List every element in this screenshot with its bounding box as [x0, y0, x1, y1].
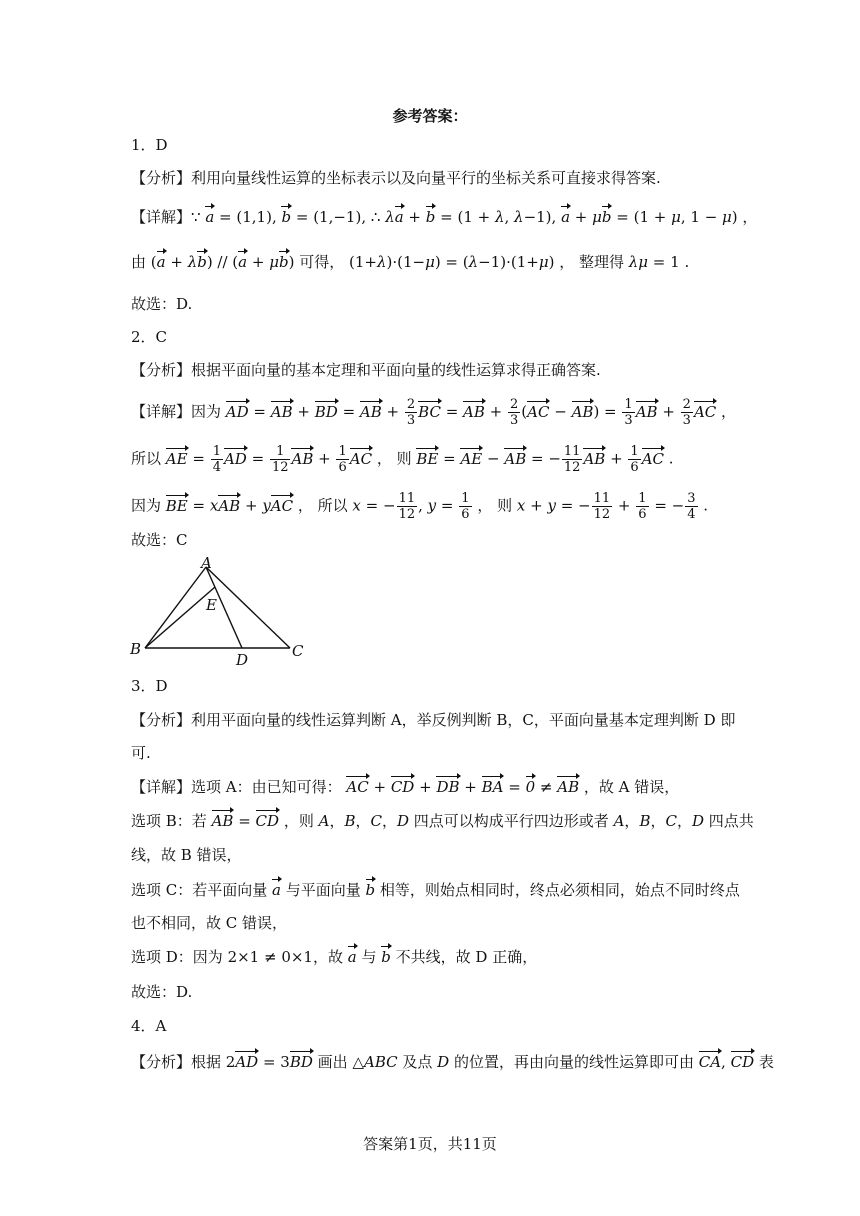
q3-detail-label: 【详解】 — [131, 778, 192, 796]
q1-analysis-text: 利用向量线性运算的坐标表示以及向量平行的坐标关系可直接求得答案. — [191, 169, 661, 187]
side-ab — [145, 567, 206, 648]
q1-conclusion: 故选：D. — [131, 295, 193, 313]
q3-detail-line3a: 选项 C：若平面向量 a 与平面向量 b 相等，则始点相同时，终点必须相同，始点不同时终点 — [131, 881, 740, 899]
q3-analysis-label: 【分析】 — [131, 711, 192, 729]
triangle-figure — [125, 553, 315, 668]
q2-analysis-label: 【分析】 — [131, 361, 192, 379]
q1-number: 1．D — [131, 136, 168, 154]
q3-analysis-line2: 可. — [131, 744, 151, 762]
q3-detail-line1: 【详解】选项 A：由已知可得： AC + CD + DB + BA = 0 ≠ AB ，故 A 错误， — [131, 778, 680, 796]
label-d: D — [236, 651, 249, 668]
q2-analysis — [131, 360, 601, 380]
segment-be — [145, 587, 215, 648]
q2-detail-label: 【详解】 — [131, 402, 192, 421]
q1-analysis — [131, 168, 661, 188]
label-b: B — [130, 640, 142, 658]
side-ac — [206, 567, 290, 648]
q2-detail-line3: 因为 BE = xAB + yAC ， 所以 x = − $\frac{11}{12}$ , y = $\frac{1}{6}$ ， 则 x + y = − $\frac{11}{12}$ + $\frac{1}{6}$ = − $\frac{3}{4}$ . — [131, 491, 709, 522]
q1-analysis-label: 【分析】 — [131, 169, 192, 187]
q4-number: 4．A — [131, 1017, 167, 1035]
q3-number: 3．D — [131, 677, 168, 695]
q4-analysis-label: 【分析】 — [131, 1053, 192, 1071]
q3-analysis-line1 — [131, 710, 735, 730]
q3-conclusion: 故选：D. — [131, 983, 193, 1001]
q3-detail-line4: 选项 D：因为 2×1 ≠ 0×1，故 a 与 b 不共线，故 D 正确， — [131, 948, 538, 966]
q4-analysis: 【分析】根据 2AD = 3BD 画出 △ABC 及点 D 的位置，再由向量的线性运算即可由 CA, CD 表 — [131, 1053, 774, 1071]
q1-detail-line2: 由 (a + λb) // (a + μb) 可得， (1+λ)·(1−μ) = (λ−1)·(1+μ) ， 整理得 λμ = 1 . — [131, 253, 690, 271]
q1-detail-label: 【详解】 — [131, 208, 192, 226]
label-a: A — [201, 554, 212, 572]
page-title: 参考答案： — [392, 107, 468, 125]
label-c: C — [292, 642, 304, 660]
q3-detail-line2a: 选项 B：若 AB = CD ，则 A，B，C，D 四点可以构成平行四边形或者 A，B，C，D 四点共 — [131, 812, 754, 830]
q3-analysis-text: 利用平面向量的线性运算判断 A，举反例判断 B，C，平面向量基本定理判断 D 即 — [191, 711, 736, 729]
q2-detail-line1: 【详解】因为 AD = AB + BD = AB + $\frac{2}{3}$ BC = AB + $\frac{2}{3}$ (AC − AB) = $\frac{1}{3}$ AB + $\frac{2}{3}$ AC ， — [131, 397, 737, 428]
q1-detail-line1 — [131, 207, 757, 227]
label-e: E — [206, 596, 217, 614]
q2-analysis-text: 根据平面向量的基本定理和平面向量的线性运算求得正确答案. — [191, 361, 601, 379]
q2-number: 2．C — [131, 328, 168, 346]
q2-detail-line2: 所以 AE = $\frac{1}{4}$ AD = $\frac{1}{12}$ AB + $\frac{1}{6}$ AC ， 则 BE = AE − AB = − $\frac{11}{12}$ AB + $\frac{1}{6}$ AC . — [131, 444, 674, 475]
q1-detail-formula1: ∵ a = (1,1), b = (1,−1), ∴ λa + b = (1 + λ, λ−1), a + μb = (1 + μ, 1 − μ) ， — [191, 208, 758, 226]
page-footer: 答案第1页，共11页 — [363, 1135, 497, 1153]
q3-detail-line2b: 线，故 B 错误， — [131, 846, 242, 864]
q3-detail-line3b: 也不相同，故 C 错误， — [131, 914, 288, 932]
q2-conclusion: 故选：C — [131, 531, 188, 549]
